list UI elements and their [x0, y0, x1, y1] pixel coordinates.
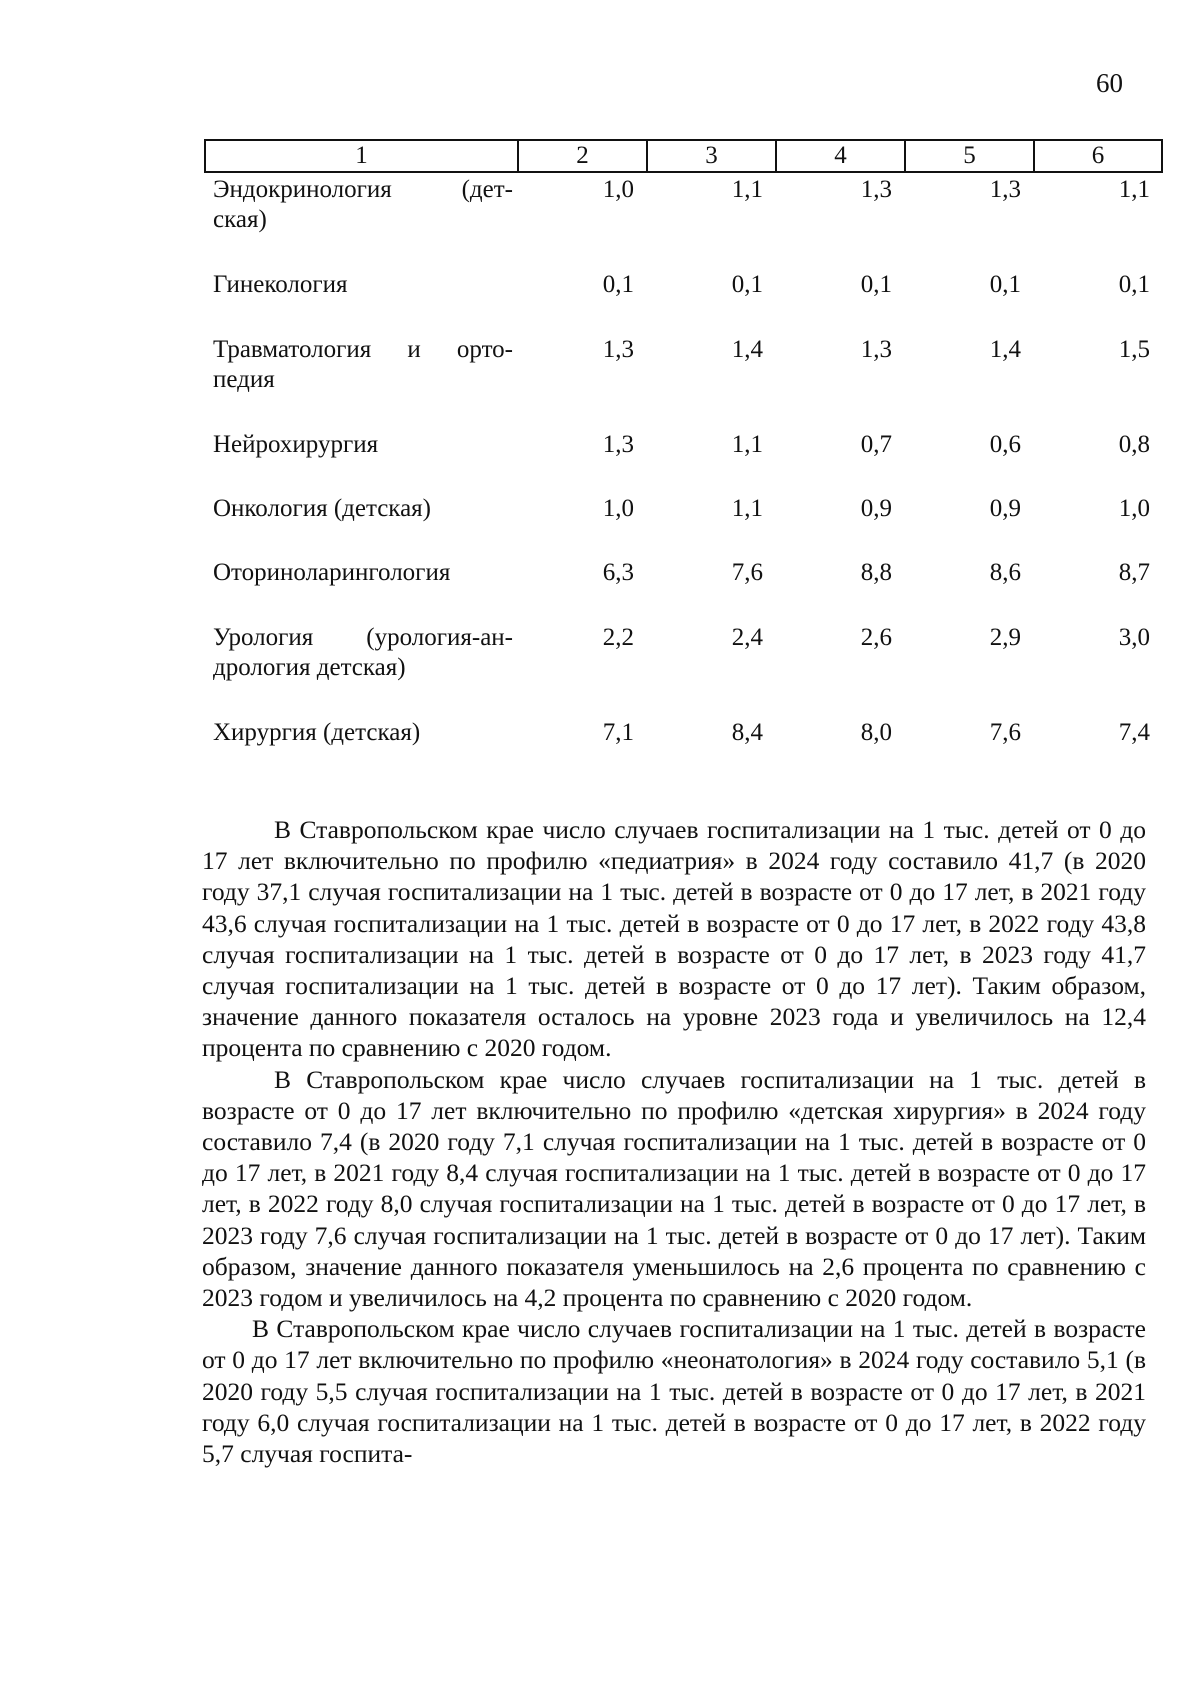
table-cell: 1,0	[602, 176, 634, 203]
table-cell: 1,3	[860, 176, 892, 203]
table-cell: 1,3	[602, 336, 634, 363]
row-label: Оториноларингология	[213, 559, 451, 586]
table-cell: 8,8	[860, 559, 892, 586]
table-cell: 1,1	[731, 431, 763, 458]
row-label-line: Эндокринология (дет-	[213, 176, 513, 203]
table-cell: 1,1	[1118, 176, 1150, 203]
column-header-3: 3	[647, 140, 776, 172]
page-number: 60	[1096, 68, 1123, 98]
row-label-line: ская)	[213, 206, 267, 233]
row-label	[213, 175, 513, 235]
row-label: Нейрохирургия	[213, 431, 379, 458]
paragraph: В Ставропольском крае число случаев госпитализации на 1 тыс. детей от 0 до 17 лет включительно по профилю «педиатрия» в 2024 году составило 41,7 (в 2020 году 37,1 случая госпитализации на 1 тыс. детей в возрасте от 0 до 17 лет, в 2021 году 43,6 случая госпитализации на 1 тыс. детей в возрасте от 0 до 17 лет, в 2022 году 43,8 случая госпитализации на 1 тыс. детей в возрасте от 0 до 17 лет, в 2023 году 41,7 случая госпитализации на 1 тыс. детей в возрасте от 0 до 17 лет). Таким образом, значение данного показателя осталось на уровне 2023 года и увеличилось на 12,4 процента по сравнению с 2020 годом.	[202, 815, 1146, 1063]
row-label-line: Травматология и орто-	[213, 336, 513, 363]
table-cell: 1,5	[1118, 336, 1150, 363]
paragraph: В Ставропольском крае число случаев госпитализации на 1 тыс. детей в возрасте от 0 до 17 лет включительно по профилю «детская хирургия» в 2024 году составило 7,4 (в 2020 году 7,1 случая госпитализации на 1 тыс. детей в возрасте от 0 до 17 лет, в 2021 году 8,4 случая госпитализации на 1 тыс. детей в возрасте от 0 до 17 лет, в 2022 году 8,0 случая госпитализации на 1 тыс. детей в возрасте от 0 до 17 лет, в 2023 году 7,6 случая госпитализации на 1 тыс. детей в возрасте от 0 до 17 лет). Таким образом, значение данного показателя уменьшилось на 2,6 процента по сравнению с 2023 годом и увеличилось на 4,2 процента по сравнению с 2020 годом.	[202, 1064, 1146, 1313]
table-cell: 0,6	[989, 431, 1021, 458]
row-label	[213, 623, 513, 683]
column-header-6: 6	[1034, 140, 1162, 172]
table-cell: 1,4	[731, 336, 763, 363]
table-cell: 2,2	[602, 624, 634, 651]
table-cell: 3,0	[1118, 624, 1150, 651]
table-cell: 7,1	[602, 719, 634, 746]
table-cell: 0,1	[860, 271, 892, 298]
table-cell: 0,1	[989, 271, 1021, 298]
row-label: Хирургия (детская)	[213, 719, 421, 746]
table-cell: 0,1	[731, 271, 763, 298]
table-cell: 0,7	[860, 431, 892, 458]
table-cell: 0,8	[1118, 431, 1150, 458]
table-cell: 8,7	[1118, 559, 1150, 586]
table-cell: 1,1	[731, 495, 763, 522]
column-header-2: 2	[518, 140, 647, 172]
row-label: Гинекология	[213, 271, 348, 298]
body-text	[202, 814, 1146, 1469]
table-cell: 1,4	[989, 336, 1021, 363]
table-cell: 2,6	[860, 624, 892, 651]
table-cell: 8,6	[989, 559, 1021, 586]
table-column-numbers	[204, 139, 1163, 173]
column-header-4: 4	[776, 140, 905, 172]
table-cell: 7,6	[989, 719, 1021, 746]
table-cell: 7,4	[1118, 719, 1150, 746]
table-cell: 6,3	[602, 559, 634, 586]
table-cell: 1,3	[860, 336, 892, 363]
paragraph: В Ставропольском крае число случаев госпитализации на 1 тыс. детей в возрасте от 0 до 17 лет включительно по профилю «неонатология» в 2024 году составило 5,1 (в 2020 году 5,5 случая госпитализации на 1 тыс. детей в возрасте от 0 до 17 лет, в 2021 году 6,0 случая госпитализации на 1 тыс. детей в возрасте от 0 до 17 лет, в 2022 году 5,7 случая госпита-	[202, 1314, 1146, 1469]
table-cell: 1,0	[1118, 495, 1150, 522]
table-cell: 1,0	[602, 495, 634, 522]
table-cell: 1,3	[989, 176, 1021, 203]
row-label	[213, 335, 513, 395]
table-cell: 0,9	[989, 495, 1021, 522]
table-cell: 2,9	[989, 624, 1021, 651]
row-label-line: Урология (урология-ан-	[213, 624, 513, 651]
table-cell: 1,3	[602, 431, 634, 458]
table-cell: 8,4	[731, 719, 763, 746]
table-cell: 0,9	[860, 495, 892, 522]
table-cell: 8,0	[860, 719, 892, 746]
row-label: Онкология (детская)	[213, 495, 431, 522]
table-cell: 1,1	[731, 176, 763, 203]
table-cell: 2,4	[731, 624, 763, 651]
column-header-1: 1	[205, 140, 518, 172]
row-label-line: дрология детская)	[213, 654, 406, 681]
table-cell: 7,6	[731, 559, 763, 586]
column-header-5: 5	[905, 140, 1034, 172]
table-cell: 0,1	[1118, 271, 1150, 298]
table-cell: 0,1	[602, 271, 634, 298]
row-label-line: педия	[213, 366, 275, 393]
